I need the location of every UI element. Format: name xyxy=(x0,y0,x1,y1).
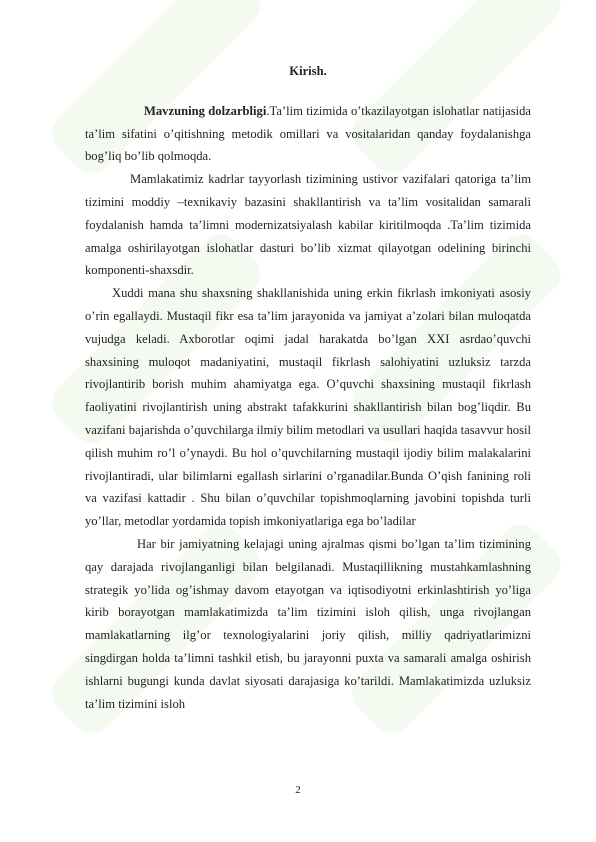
paragraph-3: Xuddi mana shu shaxsning shakllanishida uning erkin fikrlash imkoniyati asosiy o’rin egallaydi. Mustaqil fikr esa ta’lim jarayonida va jamiyat a’zolari bilan muloqatda vujudga keladi. Axborotlar oqimi jadal harakatda bo’lgan XXI asrdao’quvchi shaxsining muloqot madaniyatini, mustaqil fikrlash salohiyatini uzluksiz tarzda rivojlantirib borish muhim ahamiyatga ega. O’quvchi shaxsining mustaqil fikrlash faoliyatini rivojlantirish uning abstrakt tafakkurini shakllantirish bilan bog’liqdir. Bu vazifani bajarishda o’quvchilarga ilmiy bilim metodlari va usullari haqida tasavvur hosil qilish muhim ro’l o’ynaydi. Bu hol o’quvchilarning mustaqil ijodiy bilim malakalarini rivojlantiradi, ular bilimlarni egallash sirlarini o’rganadilar.Bunda O’qish fanining roli va vazifasi kattadir . Shu bilan o’quvchilar topishmoqlarning javobini topishda turli yo’llar, metodlar yordamida topish imkoniyatlariga ega bo’ladilar xyxy=(85,286,531,529)
intro-text: .Ta’lim tizimida o’tkazilayotgan islohatlar natijasida ta’lim sifatini o’qitishning metodik omillari va vositalaridan qanday foydalanishga bog’liq bo’lib qolmoqda. xyxy=(85,103,531,164)
paragraph-4: Har bir jamiyatning kelajagi uning ajralmas qismi bo’lgan ta’lim tizimining qay darajada rivojlanganligi bilan belgilanadi. Mustaqillikning mustahkamlashning strategik yo’lida og’ishmay davom etayotgan va iqtisodiyotni erkinlashtirish yo’liga kirib borayotgan mamlakatimizda ta’lim tizimini isloh qilish, unga rivojlangan mamlakatlarning ilg’or texnologiyalarini joriy qilish, milliy qadriyatlarimizni singdirgan holda ta’limni tashkil etish, bu jarayonni puxta va samarali amalga oshirish ishlarni bugungi kunda davlat siyosati darajasiga ko’tarildi. Mamlakatimizda uzluksiz ta’lim tizimini isloh xyxy=(85,536,531,711)
intro-paragraph xyxy=(85,100,531,168)
intro-heading: Mavzuning dolzarbligi xyxy=(144,103,267,118)
page-title: Kirish. xyxy=(289,64,327,78)
page-number: 2 xyxy=(295,784,301,796)
paragraph-2: Mamlakatimiz kadrlar tayyorlash tizimining ustivor vazifalari qatoriga ta’lim tizimini moddiy –texnikaviy bazasini shakllantirish va ta’lim vositalidan samarali foydalanish hamda ta’limni modernizatsiyalash kabilar kiritilmoqda .Ta’lim tizimida amalga oshirilayotgan islohatlar dasturi bo’lib xizmat qilayotgan odelining birinchi komponenti-shaxsdir. xyxy=(85,172,531,278)
document-body xyxy=(85,60,531,715)
